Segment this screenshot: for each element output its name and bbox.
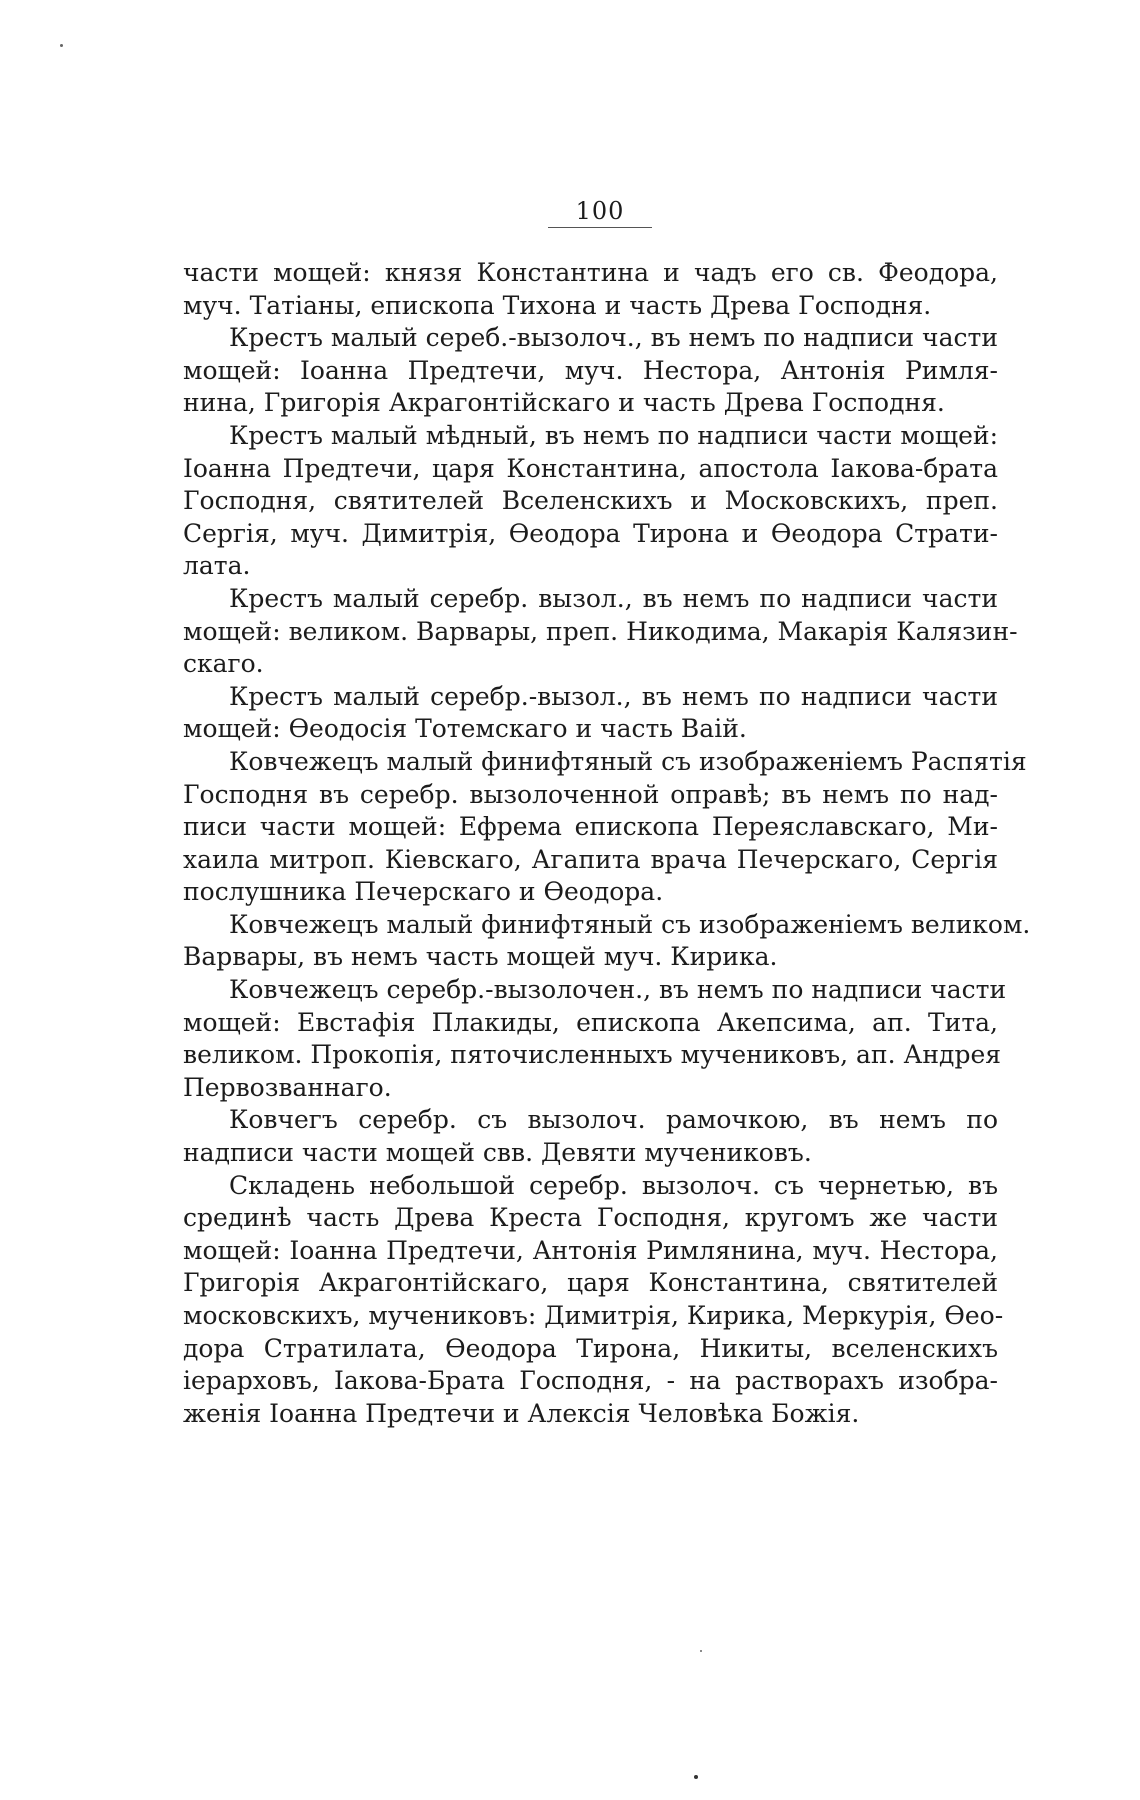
text-line: Григорія Акрагонтійскаго, царя Константина, святителей <box>183 1268 998 1298</box>
text-line: Господня, святителей Вселенскихъ и Московскихъ, преп. <box>183 486 998 516</box>
text-line: послушника Печерскаго и Ѳеодора. <box>183 877 664 907</box>
text-line: хаила митроп. Кіевскаго, Агапита врача Печерскаго, Сергія <box>183 844 998 874</box>
text-line: скаго. <box>183 649 264 679</box>
text-line: муч. Татіаны, епископа Тихона и часть Древа Господня. <box>183 290 932 320</box>
text-line: лата. <box>183 551 251 581</box>
text-line: Варвары, въ немъ часть мощей муч. Кирика. <box>183 942 778 972</box>
paper-speck <box>694 1775 698 1779</box>
body-text <box>183 257 1031 1430</box>
text-line: части мощей: князя Константина и чадъ его св. Феодора, <box>183 258 998 287</box>
text-line: мощей: Іоанна Предтечи, Антонія Римлянина, муч. Нестора, <box>183 1235 998 1265</box>
text-line: Крестъ малый серебр. вызол., въ немъ по надписи части <box>229 583 998 613</box>
text-line: Крестъ малый серебр.-вызол., въ немъ по надписи части <box>229 681 998 711</box>
header-rule <box>548 227 652 228</box>
text-line: мощей: Евстафія Плакиды, епископа Акепсима, ап. Тита, <box>183 1007 998 1037</box>
text-line: Ковчежецъ малый финифтяный съ изображеніемъ великом. <box>229 909 1031 939</box>
text-line: Крестъ малый мѣдный, въ немъ по надписи части мощей: <box>229 420 998 450</box>
text-line: писи части мощей: Ефрема епископа Переяславскаго, Ми- <box>183 812 998 842</box>
text-line: Складень небольшой серебр. вызолоч. съ чернетью, въ <box>229 1170 998 1200</box>
text-line: Сергія, муч. Димитрія, Ѳеодора Тирона и Ѳеодора Страти- <box>183 518 998 548</box>
text-line: женія Іоанна Предтечи и Алексія Человѣка Божія. <box>183 1398 860 1428</box>
text-line: московскихъ, мучениковъ: Димитрія, Кирика, Меркурія, Ѳео- <box>183 1301 1004 1330</box>
text-line: Ковчегъ серебр. съ вызолоч. рамочкою, въ немъ по <box>229 1105 998 1135</box>
paper-speck <box>700 1650 702 1652</box>
text-line: мощей: Ѳеодосія Тотемскаго и часть Ваій. <box>183 714 747 744</box>
page-number: 100 <box>575 197 625 225</box>
text-line: нина, Григорія Акрагонтійскаго и часть Древа Господня. <box>183 388 945 418</box>
text-line: Ковчежецъ серебр.-вызолочен., въ немъ по надписи части <box>229 975 1007 1005</box>
text-line: мощей: великом. Варвары, преп. Никодима, Макарія Калязин- <box>183 616 1018 646</box>
text-line: Первозваннаго. <box>183 1072 392 1102</box>
paper-speck <box>60 44 63 47</box>
text-line: мощей: Іоанна Предтечи, муч. Нестора, Антонія Римля- <box>183 355 998 385</box>
text-line: Господня въ серебр. вызолоченной оправѣ; въ немъ по над- <box>183 779 998 809</box>
text-line: Іоанна Предтечи, царя Константина, апостола Іакова-брата <box>183 453 998 483</box>
text-line: срединѣ часть Древа Креста Господня, кругомъ же части <box>183 1203 998 1233</box>
text-line: дора Стратилата, Ѳеодора Тирона, Никиты, вселенскихъ <box>183 1333 998 1363</box>
text-line: великом. Прокопія, пяточисленныхъ мучениковъ, ап. Андрея <box>183 1040 1002 1070</box>
text-line: іерарховъ, Іакова-Брата Господня, - на растворахъ изобра- <box>183 1366 998 1396</box>
text-line: Крестъ малый сереб.-вызолоч., въ немъ по надписи части <box>229 323 998 353</box>
text-line: Ковчежецъ малый финифтяный съ изображеніемъ Распятія <box>229 746 1027 776</box>
text-line: надписи части мощей свв. Девяти мучениковъ. <box>183 1138 812 1168</box>
